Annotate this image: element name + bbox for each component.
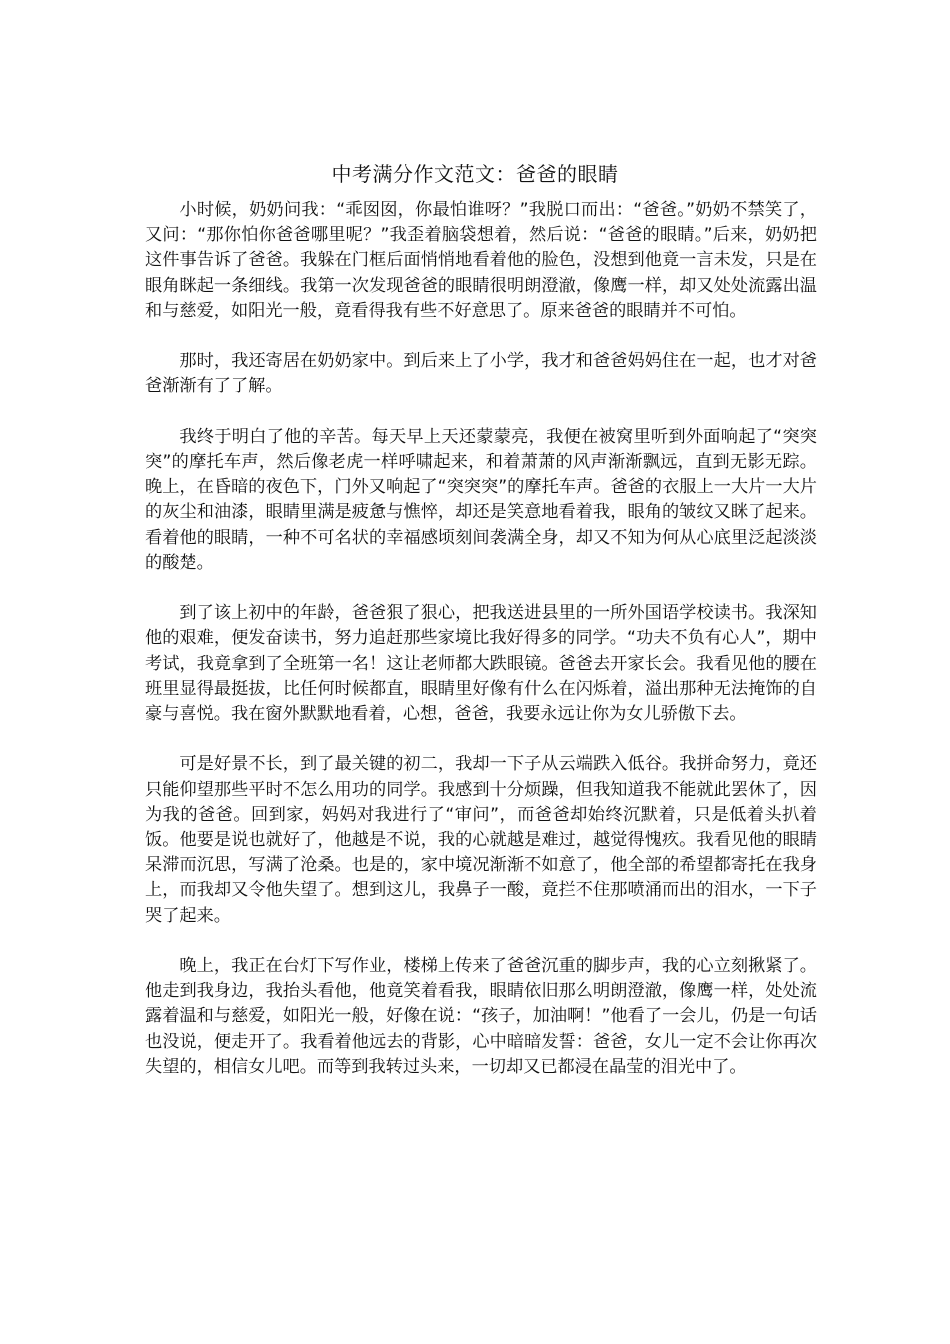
paragraph-2: 那时，我还寄居在奶奶家中。到后来上了小学，我才和爸爸妈妈住在一起，也才对爸爸渐渐有了了解。	[145, 351, 817, 397]
paragraph-5: 可是好景不长，到了最关键的初二，我却一下子从云端跌入低谷。我拼命努力，竟还只能仰望那些平时不怎么用功的同学。我感到十分烦躁，但我知道我不能就此罢休了，因为我的爸爸。回到家，妈妈对我进行了“审问”，而爸爸却始终沉默着，只是低着头扒着饭。他要是说也就好了，他越是不说，我的心就越是难过，越觉得愧疚。我看见他的眼睛呆滞而沉思，写满了沧桑。也是的，家中境况渐渐不如意了，他全部的希望都寄托在我身上，而我却又令他失望了。想到这儿，我鼻子一酸，竟拦不住那喷涌而出的泪水，一下子哭了起来。	[145, 754, 817, 926]
paragraph-3: 我终于明白了他的辛苦。每天早上天还蒙蒙亮，我便在被窝里听到外面响起了“突突突”的摩托车声，然后像老虎一样呼啸起来，和着萧萧的风声渐渐飘远，直到无影无踪。晚上，在昏暗的夜色下，门外又响起了“突突突”的摩托车声。爸爸的衣服上一大片一大片的灰尘和油漆，眼睛里满是疲惫与憔悴，却还是笑意地看着我，眼角的皱纹又眯了起来。看着他的眼睛，一种不可名状的幸福感顷刻间袭满全身，却又不知为何从心底里泛起淡淡的酸楚。	[145, 426, 817, 573]
paragraph-1: 小时候，奶奶问我：“乖囡囡，你最怕谁呀？”我脱口而出：“爸爸。”奶奶不禁笑了，又问：“那你怕你爸爸哪里呢？”我歪着脑袋想着，然后说：“爸爸的眼睛。”后来，奶奶把这件事告诉了爸爸。我躲在门框后面悄悄地看着他的脸色，没想到他竟一言未发，只是在眼角眯起一条细线。我第一次发现爸爸的眼睛很明朗澄澈，像鹰一样，却又处处流露出温和与慈爱，如阳光一般，竟看得我有些不好意思了。原来爸爸的眼睛并不可怕。	[145, 200, 817, 321]
paragraph-4: 到了该上初中的年龄，爸爸狠了狠心，把我送进县里的一所外国语学校读书。我深知他的艰难，便发奋读书，努力追赶那些家境比我好得多的同学。“功夫不负有心人”，期中考试，我竟拿到了全班第一名！这让老师都大跌眼镜。爸爸去开家长会。我看见他的腰在班里显得最挺拔，比任何时候都直，眼睛里好像有什么在闪烁着，溢出那种无法掩饰的自豪与喜悦。我在窗外默默地看着，心想，爸爸，我要永远让你为女儿骄傲下去。	[145, 603, 817, 725]
document-title: 中考满分作文范文：爸爸的眼睛	[331, 162, 619, 186]
document-body	[145, 198, 817, 1105]
paragraph-6: 晚上，我正在台灯下写作业，楼梯上传来了爸爸沉重的脚步声，我的心立刻揪紧了。他走到我身边，我抬头看他，他竟笑着看我，眼睛依旧那么明朗澄澈，像鹰一样，处处流露着温和与慈爱，如阳光一般，好像在说：“孩子，加油啊！”他看了一会儿，仍是一句话也没说，便走开了。我看着他远去的背影，心中暗暗发誓：爸爸，女儿一定不会让你再次失望的，相信女儿吧。而等到我转过头来，一切却又已都浸在晶莹的泪光中了。	[145, 956, 817, 1077]
